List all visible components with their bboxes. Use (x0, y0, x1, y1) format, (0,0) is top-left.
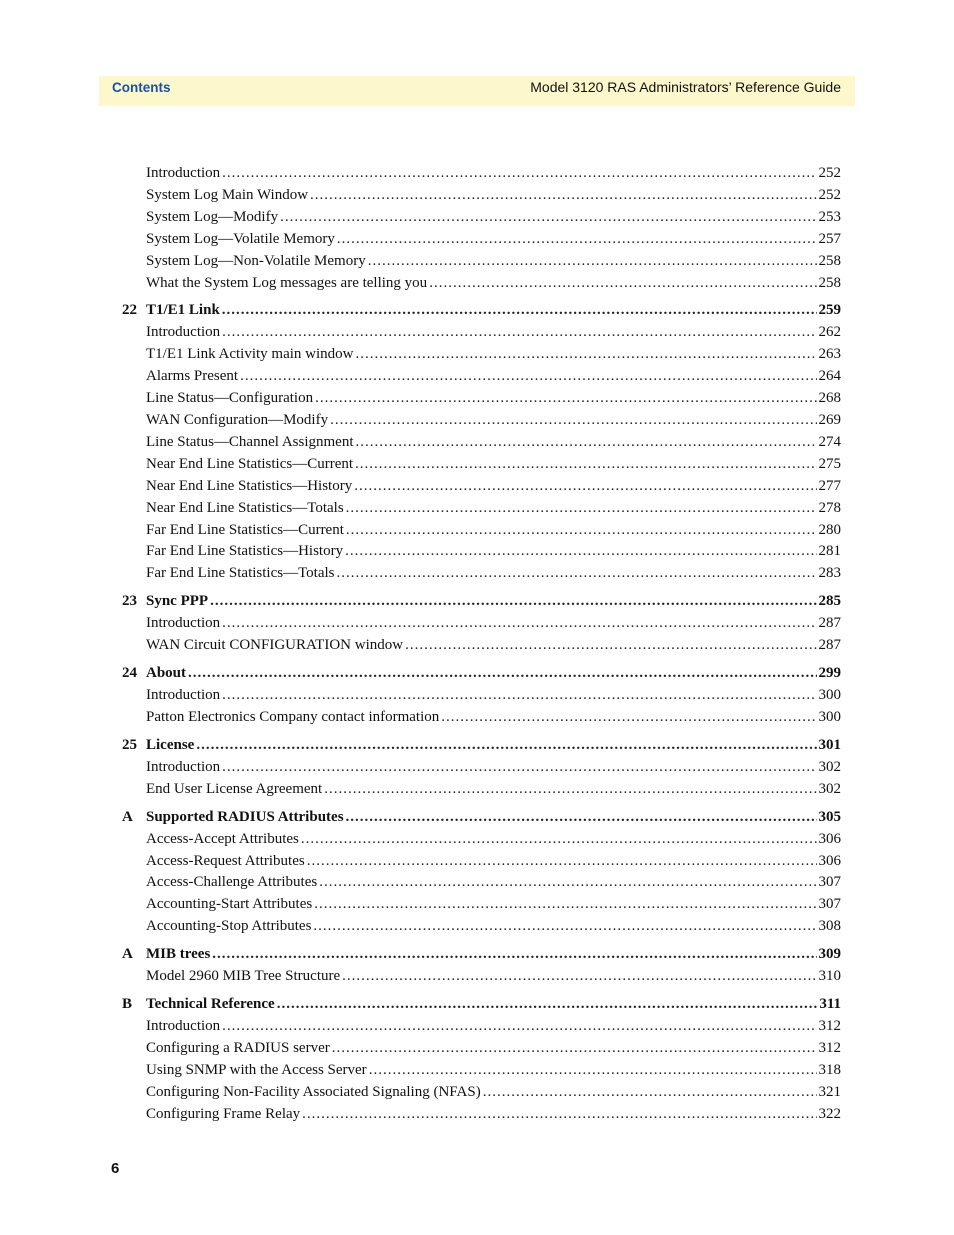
toc-entry-title: End User License Agreement (146, 780, 323, 797)
toc-chapter-number: 22 (122, 302, 137, 319)
toc-entry-title: Model 2960 MIB Tree Structure (146, 968, 341, 985)
toc-entry-title: Accounting-Start Attributes (146, 896, 313, 913)
toc-entry-page: 278 (818, 499, 841, 516)
toc-entry-title: Line Status—Channel Assignment (146, 433, 354, 450)
toc-entry-title: Supported RADIUS Attributes (146, 808, 344, 825)
toc-dot-leader (429, 273, 816, 293)
toc-chapter-entry[interactable] (122, 300, 841, 320)
toc-entry-page: 259 (818, 302, 841, 319)
toc-dot-leader (314, 894, 816, 914)
toc-entry-page: 269 (818, 412, 841, 428)
toc-entry-page: 312 (818, 1039, 841, 1056)
toc-dot-leader (346, 807, 817, 827)
toc-entry-page: 257 (818, 230, 841, 247)
toc-dot-leader (315, 388, 816, 408)
toc-entry[interactable] (146, 779, 841, 799)
toc-entry-page: 309 (818, 946, 841, 963)
toc-dot-leader (222, 613, 816, 633)
toc-entry[interactable] (146, 1038, 841, 1058)
toc-entry-page: 299 (818, 665, 841, 681)
toc-entry[interactable] (146, 185, 841, 205)
toc-entry-title: Configuring Non-Facility Associated Signaling (NFAS) (146, 1083, 481, 1100)
toc-entry[interactable] (146, 251, 841, 271)
toc-entry[interactable] (146, 707, 841, 727)
toc-entry-page: 277 (818, 477, 841, 494)
toc-entry-title: Line Status—Configuration (146, 390, 314, 407)
toc-dot-leader (222, 322, 816, 342)
toc-chapter-number: 24 (122, 665, 137, 681)
toc-dot-leader (368, 251, 817, 271)
toc-entry-page: 287 (818, 615, 841, 632)
toc-entry[interactable] (146, 872, 841, 892)
toc-chapter-entry[interactable] (122, 807, 841, 827)
toc-chapter-number: 25 (122, 736, 137, 753)
toc-entry-page: 252 (818, 186, 841, 203)
toc-entry[interactable] (146, 476, 841, 496)
toc-entry-page: 262 (818, 324, 841, 341)
toc-entry-title: Far End Line Statistics—History (146, 543, 344, 560)
toc-entry-page: 287 (818, 637, 841, 654)
toc-entry[interactable] (146, 1016, 841, 1036)
toc-entry-title: Sync PPP (146, 593, 209, 610)
toc-entry-page: 312 (818, 1018, 841, 1034)
toc-dot-leader (301, 829, 817, 849)
toc-entry[interactable] (146, 273, 841, 293)
toc-entry-page: 258 (818, 274, 841, 291)
toc-entry-page: 306 (818, 852, 841, 869)
toc-dot-leader (222, 757, 816, 777)
toc-entry-page: 301 (818, 736, 841, 753)
toc-dot-leader (337, 563, 817, 583)
toc-chapter-number: A (122, 946, 133, 963)
toc-dot-leader (342, 966, 816, 986)
toc-entry[interactable] (146, 563, 841, 583)
toc-entry-page: 322 (818, 1105, 841, 1122)
toc-entry[interactable] (146, 344, 841, 364)
toc-dot-leader (330, 410, 816, 430)
toc-entry[interactable] (146, 454, 841, 474)
toc-entry-page: 274 (818, 433, 841, 450)
toc-dot-leader (188, 663, 816, 683)
toc-chapter-entry[interactable] (122, 591, 841, 611)
toc-entry[interactable] (146, 520, 841, 540)
toc-dot-leader (277, 994, 818, 1014)
toc-entry-title: Using SNMP with the Access Server (146, 1061, 367, 1078)
toc-entry-page: 283 (818, 565, 841, 582)
toc-entry-page: 275 (818, 455, 841, 472)
toc-entry-title: Introduction (146, 687, 221, 703)
toc-chapter-number: 23 (122, 593, 137, 610)
toc-entry[interactable] (146, 1060, 841, 1080)
toc-dot-leader (356, 432, 817, 452)
toc-entry[interactable] (146, 916, 841, 936)
toc-dot-leader (222, 300, 817, 320)
toc-entry-page: 321 (818, 1083, 841, 1100)
toc-entry-title: Access-Accept Attributes (146, 830, 299, 847)
toc-entry-title: Access-Request Attributes (146, 852, 305, 869)
toc-entry-title: About (146, 665, 187, 681)
toc-entry-title: Configuring Frame Relay (146, 1105, 301, 1122)
page-number: 6 (111, 1160, 120, 1177)
toc-dot-leader (441, 707, 816, 727)
toc-entry[interactable] (146, 1082, 841, 1102)
toc-dot-leader (345, 541, 816, 561)
toc-entry-title: Far End Line Statistics—Current (146, 521, 344, 538)
toc-entry-title: Near End Line Statistics—Totals (146, 499, 344, 516)
toc-dot-leader (369, 1060, 817, 1080)
toc-dot-leader (222, 163, 816, 183)
toc-entry[interactable] (146, 366, 841, 386)
toc-dot-leader (332, 1038, 817, 1058)
toc-entry-page: 281 (818, 543, 841, 560)
toc-entry-title: System Log—Non-Volatile Memory (146, 252, 366, 269)
toc-entry-title: Introduction (146, 615, 221, 632)
toc-entry-page: 307 (818, 896, 841, 913)
toc-entry-page: 307 (818, 874, 841, 891)
toc-dot-leader (212, 944, 816, 964)
toc-entry-title: Patton Electronics Company contact information (146, 708, 440, 725)
toc-entry[interactable] (146, 541, 841, 561)
toc-entry[interactable] (146, 829, 841, 849)
toc-entry-title: License (146, 736, 195, 753)
toc-chapter-entry[interactable] (122, 994, 841, 1014)
toc-entry[interactable] (146, 685, 841, 705)
toc-dot-leader (324, 779, 816, 799)
toc-entry-title: Introduction (146, 758, 221, 775)
toc-dot-leader (210, 591, 816, 611)
toc-entry-page: 308 (818, 918, 841, 935)
toc-entry-title: Accounting-Stop Attributes (146, 918, 312, 935)
toc-dot-leader (313, 916, 816, 936)
toc-dot-leader (196, 735, 816, 755)
toc-dot-leader (307, 851, 817, 871)
toc-entry-title: Alarms Present (146, 368, 239, 385)
toc-dot-leader (222, 685, 816, 705)
toc-entry-title: Far End Line Statistics—Totals (146, 565, 335, 582)
running-header (99, 76, 855, 106)
toc-entry-page: 263 (818, 346, 841, 363)
toc-chapter-entry[interactable] (122, 663, 841, 683)
toc-entry-title: Introduction (146, 165, 221, 181)
toc-entry-page: 302 (818, 780, 841, 797)
toc-entry[interactable] (146, 229, 841, 249)
toc-entry-page: 280 (818, 521, 841, 538)
toc-entry-page: 252 (818, 165, 841, 181)
toc-chapter-number: B (122, 996, 133, 1012)
toc-entry-title: T1/E1 Link Activity main window (146, 346, 354, 363)
header-guide-title: Model 3120 RAS Administrators’ Reference Guide (530, 79, 841, 95)
toc-entry-title: WAN Circuit CONFIGURATION window (146, 637, 404, 654)
toc-entry[interactable] (146, 163, 841, 183)
toc-dot-leader (222, 1016, 816, 1036)
toc-chapter-entry[interactable] (122, 735, 841, 755)
toc-entry-page: 300 (818, 708, 841, 725)
toc-dot-leader (346, 520, 817, 540)
toc-entry-title: MIB trees (146, 946, 211, 963)
toc-entry-page: 264 (818, 368, 841, 385)
toc-entry-title: Configuring a RADIUS server (146, 1039, 330, 1056)
toc-entry-title: System Log—Volatile Memory (146, 230, 335, 247)
toc-dot-leader (355, 344, 816, 364)
toc-dot-leader (355, 454, 816, 474)
toc-entry[interactable] (146, 757, 841, 777)
toc-entry-title: Near End Line Statistics—History (146, 477, 353, 494)
toc-entry-title: Near End Line Statistics—Current (146, 455, 354, 472)
toc-entry-title: WAN Configuration—Modify (146, 412, 329, 428)
toc-entry-title: System Log Main Window (146, 186, 309, 203)
toc-entry-page: 310 (818, 968, 841, 985)
toc-chapter-number: A (122, 808, 133, 825)
toc-entry-title: System Log—Modify (146, 208, 279, 225)
header-section-label: Contents (112, 80, 171, 95)
toc-entry[interactable] (146, 410, 841, 430)
toc-entry[interactable] (146, 498, 841, 518)
toc-entry-page: 300 (818, 687, 841, 703)
toc-dot-leader (483, 1082, 817, 1102)
toc-dot-leader (240, 366, 816, 386)
toc-entry-title: T1/E1 Link (146, 302, 220, 319)
toc-entry[interactable] (146, 966, 841, 986)
toc-entry-page: 258 (818, 252, 841, 269)
toc-dot-leader (346, 498, 817, 518)
toc-entry[interactable] (146, 388, 841, 408)
toc-entry[interactable] (146, 894, 841, 914)
toc-entry-title: Technical Reference (146, 996, 275, 1012)
toc-dot-leader (337, 229, 817, 249)
toc-dot-leader (310, 185, 816, 205)
toc-entry-page: 305 (818, 808, 841, 825)
toc-entry-title: What the System Log messages are telling you (146, 274, 428, 291)
toc-entry[interactable] (146, 432, 841, 452)
toc-entry-page: 268 (818, 390, 841, 407)
toc-entry[interactable] (146, 322, 841, 342)
toc-entry-page: 306 (818, 830, 841, 847)
toc-entry-title: Access-Challenge Attributes (146, 874, 318, 891)
toc-dot-leader (319, 872, 816, 892)
toc-entry[interactable] (146, 1104, 841, 1124)
toc-entry-page: 318 (818, 1061, 841, 1078)
toc-entry-page: 311 (819, 996, 841, 1012)
toc-dot-leader (354, 476, 816, 496)
toc-chapter-entry[interactable] (122, 944, 841, 964)
toc-entry[interactable] (146, 613, 841, 633)
toc-entry-title: Introduction (146, 1018, 221, 1034)
toc-dot-leader (405, 635, 816, 655)
toc-entry-page: 285 (818, 593, 841, 610)
toc-dot-leader (302, 1104, 816, 1124)
toc-entry-page: 302 (818, 758, 841, 775)
toc-entry-title: Introduction (146, 324, 221, 341)
toc-entry[interactable] (146, 635, 841, 655)
toc-dot-leader (280, 207, 816, 227)
toc-entry[interactable] (146, 851, 841, 871)
toc-entry[interactable] (146, 207, 841, 227)
toc-entry-page: 253 (818, 208, 841, 225)
